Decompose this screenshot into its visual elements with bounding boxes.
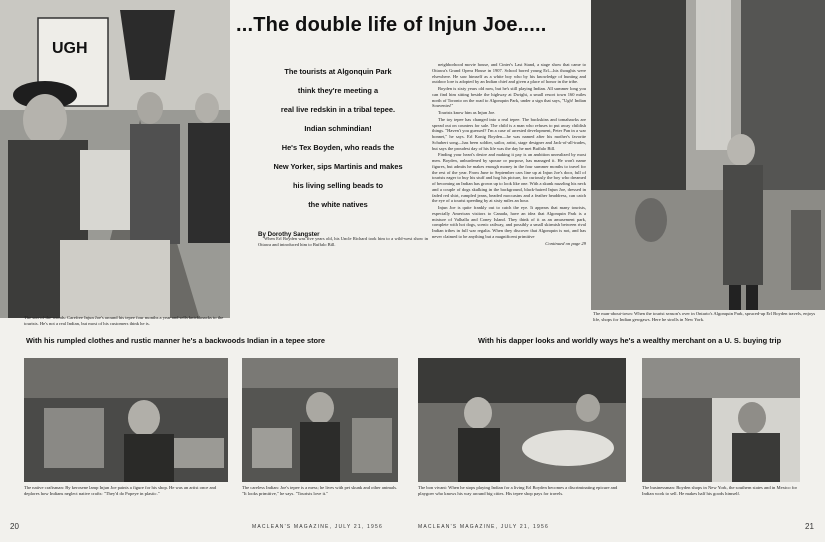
deck-line: think they're meeting a: [297, 86, 379, 95]
body-paragraph: Boyden is sixty years old now, but he's still playing Indian. All summer long you can find him sitting beside the highway at Dwight, a small resort town 160 miles north of Toronto on the road to Algonquin Park, under a sign that says, "Ugh! Indian Souvenirs!": [432, 86, 586, 109]
caption-bottom-4: The businessman: Boyden shops in New York, the southern states and in Mexico for Indian work to sell. He makes half his goods himself.: [642, 485, 798, 496]
caption-bottom-1: The native craftsman: By kerosene lamp Injun Joe paints a figure for his shop. He was an artist once and deplores how Indians neglect native crafts: "They'd do Popeye in plastic.": [24, 485, 217, 496]
page-number-left: 20: [10, 522, 19, 531]
body-paragraph: Injun Joe is quite frankly out to catch the eye. It appears that many tourists, especially American visitors to Canada, have an idea that Algonquin Park is a mixture of Valhalla and Coney Island. They think of it as an amusement park, complete with hot dogs, scenic railway, and possibly a small skirmish between rival Indian tribes in full war regalia. When they discover that Algonquin is not, and has never claimed to be anything but a magnificent primitive: [432, 205, 586, 239]
continued-note: Continued on page 29: [545, 240, 586, 246]
deck-line: the white natives: [308, 200, 368, 209]
deck-line: New Yorker, sips Martinis and makes: [273, 162, 403, 171]
footer-right: MACLEAN'S MAGAZINE, JULY 21, 1956: [418, 524, 549, 530]
deck-line: real live redskin in a tribal tepee.: [280, 105, 396, 114]
photo-injun-joe-tepee: [0, 0, 230, 318]
deck-line: his living selling beads to: [293, 181, 383, 190]
body-paragraph: The toy tepee has changed into a real tepee. The buckskins and tomahawks are spread out on counters for sale. The child is a man who refuses to put away childish things. "Haven't you guessed? I'm a case of arrested development, Peter Pan in a war bonnet," he says. Erl Konig Boyden—he was named after his mother's favorite Schubert song—has been soldier, sailor, artist, stage designer and Jack-of-all-trades, but says the proudest day of his life was the day he met Buffalo Bill.: [432, 116, 586, 151]
caption-bottom-2: The careless Indian: Joe's tepee is a mess; he lives with pet skunk and other animals. "It looks primitive," he says. "Tourists love it.": [242, 485, 398, 496]
caption-top-right: The man-about-town: When the tourist season's over in Ontario's Algonquin Park, spruced-up Erl Boyden travels, enjoys life, shops for Indian gewgaws. Here he strolls in New York.: [593, 311, 816, 322]
photo-bon-vivant: [418, 358, 626, 482]
ugh-sign-text: UGH: [52, 40, 88, 57]
body-column-1: [258, 228, 428, 249]
strip-headline-right: With his dapper looks and worldly ways he's a wealthy merchant on a U. S. buying trip: [478, 336, 782, 345]
photo-businessman: [642, 358, 800, 482]
body-paragraph: When Erl Boyden was five years old, his Uncle Richard took him to a wild-west show in Ottawa and introduced him to Buffalo Bill.: [258, 236, 428, 247]
body-paragraph: neighborhood movie house, and Cinter's Last Stand, a stage show that came to Ottawa's Grand Opera House in 1907. School bored young Erl—his thoughts were elsewhere. He saw himself as a white boy who by his knowledge of hunting and outdoor lore is adopted by an Indian chief and given a place of honor in the tribe.: [432, 62, 586, 85]
caption-top-left: The son-of-the-woods: Carefree Injun Joe's around his tepee four months a year and sells knickknacks to the tourists. He's not a real Indian, but most of his customers think he is.: [24, 315, 224, 326]
deck-line: The tourists at Algonquin Park: [284, 67, 392, 76]
page-number-right: 21: [805, 522, 814, 531]
footer-left: MACLEAN'S MAGAZINE, JULY 21, 1956: [252, 524, 383, 530]
body-paragraph: Finding your heart's desire and making it pay is an ambition unrealized by most men. Boyden, unburdened by spouse or purpose, has managed it. He won't name figures, but admits he makes enough money in the four summer months to travel for the rest of the year. From June to September cars line up at Injun Joe's door, full of tourists eager to buy his stuff and hog his picture, for curiously the boy who dreamed of becoming an Indian has grown up to look like one. With a skunk nuzzling his neck and a couple of dogs skulking in the background, black-haired Injun Joe, dressed in faded red shirt, rumpled jeans, beaded moccasins and a feather headdress, can catch the eye of a tourist speeding by at sixty miles an hour.: [432, 152, 586, 204]
body-paragraph: Tourists know him as Injun Joe.: [438, 110, 496, 115]
byline: By Dorothy Sangster: [258, 231, 320, 238]
article-headline: ...The double life of Injun Joe.....: [236, 14, 547, 36]
deck-line: He's Tex Boyden, who reads the: [281, 143, 395, 152]
article-deck: [258, 62, 418, 214]
photo-careless-indian: [242, 358, 398, 482]
photo-native-craftsman: [24, 358, 228, 482]
strip-headline-left: With his rumpled clothes and rustic manner he's a backwoods Indian in a tepee store: [26, 336, 326, 345]
deck-line: Indian schmindian!: [304, 124, 372, 133]
caption-bottom-3: The bon vivant: When he stops playing Indian for a living Erl Boyden becomes a discriminating epicure and playgoer who knows his way around big cities. His tepee shop pays for travels.: [418, 485, 618, 496]
body-column-2: [432, 62, 586, 246]
photo-new-york-street: [591, 0, 825, 310]
